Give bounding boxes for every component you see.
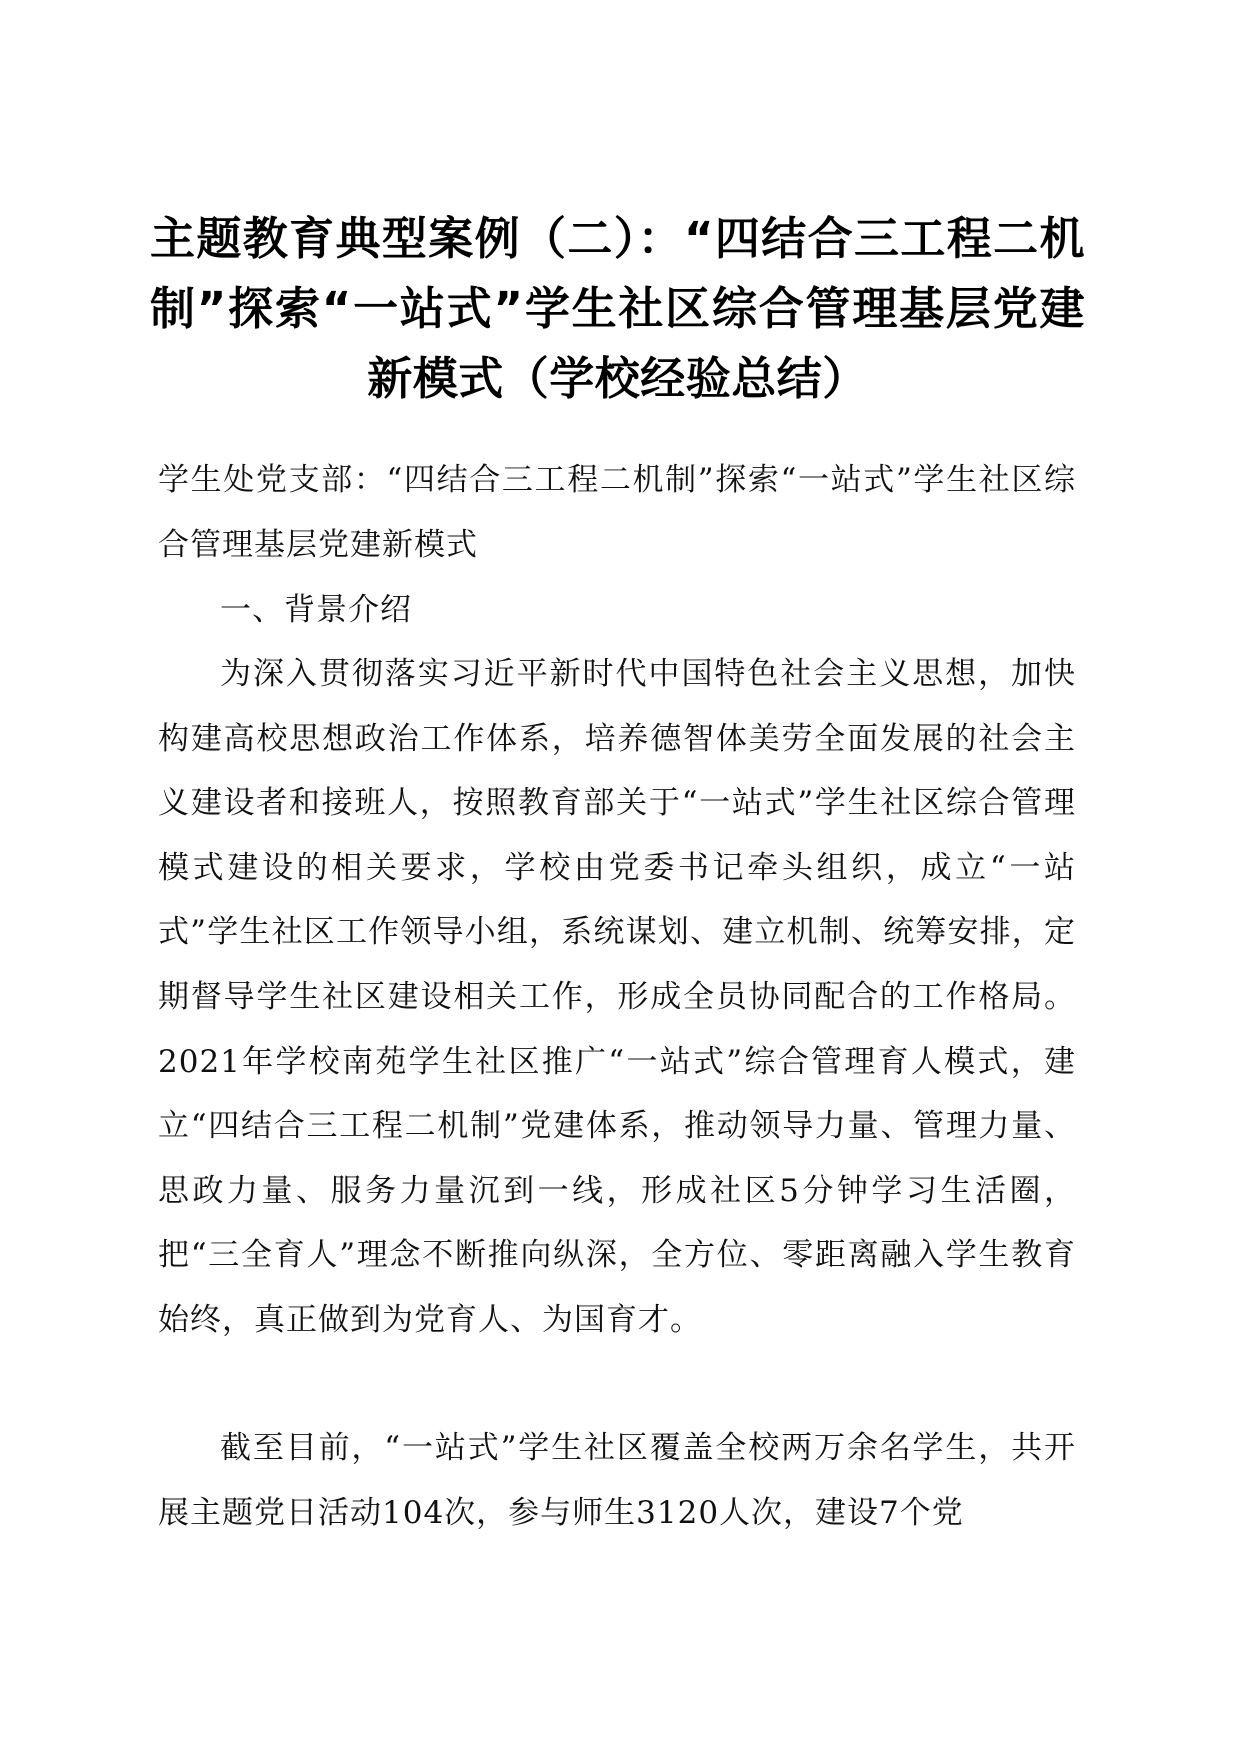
section-heading: 一、背景介绍 <box>220 592 412 628</box>
paragraph-background: 为深入贯彻落实习近平新时代中国特色社会主义思想，加快构建高校思想政治工作体系，培养德智体美劳全面发展的社会主义建设者和接班人，按照教育部关于“一站式”学生社区综合管理模式建设的相关要求，学校由党委书记牵头组织，成立“一站式”学生社区工作领导小组，系统谋划、建立机制、统筹安排，定期督导学生社区建设相关工作，形成全员协同配合的工作格局。2021年学校南苑学生社区推广“一站式”综合管理育人模式，建立“四结合三工程二机制”党建体系，推动领导力量、管理力量、思政力量、服务力量沉到一线，形成社区5分钟学习生活圈，把“三全育人”理念不断推向纵深，全方位、零距离融入学生教育始终，真正做到为党育人、为国育才。 <box>158 656 1076 1338</box>
document-title: 主题教育典型案例（二）：“四结合三工程二机制”探索“一站式”学生社区综合管理基层党建新模式（学校经验总结） <box>150 212 1085 405</box>
document-subtitle: 学生处党支部：“四结合三工程二机制”探索“一站式”学生社区综合管理基层党建新模式 <box>158 462 1076 563</box>
paragraph-progress: 截至目前，“一站式”学生社区覆盖全校两万余名学生，共开展主题党日活动104次，参与师生3120人次，建设7个党 <box>158 1430 1076 1531</box>
